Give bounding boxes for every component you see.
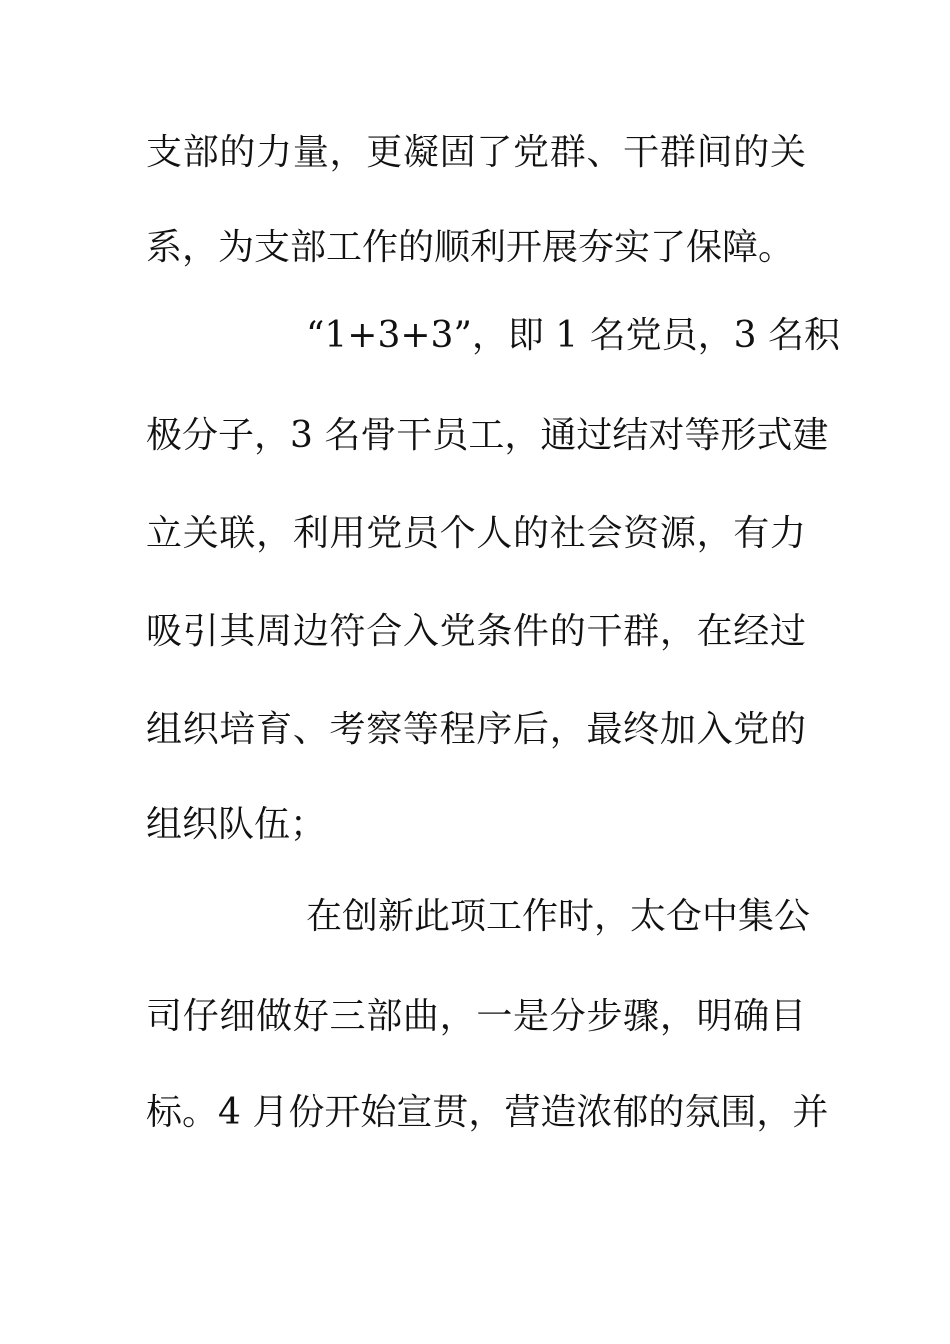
text-line: 组织培育、考察等程序后，最终加入党的: [146, 709, 806, 750]
text-line: 吸引其周边符合入党条件的干群，在经过: [146, 611, 806, 652]
paragraph-first-line: “1+3+3”，即 1 名党员，3 名积: [306, 315, 840, 356]
text-line: 司仔细做好三部曲，一是分步骤，明确目: [146, 996, 806, 1037]
text-line: 极分子，3 名骨干员工，通过结对等形式建: [146, 415, 829, 456]
text-line: 立关联，利用党员个人的社会资源，有力: [146, 513, 806, 554]
text-line: 系，为支部工作的顺利开展夯实了保障。: [146, 227, 795, 268]
text-line: 支部的力量，更凝固了党群、干群间的关: [146, 132, 806, 173]
text-line: 组织队伍；: [146, 804, 327, 845]
text-line: 标。4 月份开始宣贯，营造浓郁的氛围，并: [146, 1092, 829, 1133]
paragraph-first-line: 在创新此项工作时，太仓中集公: [306, 896, 811, 937]
